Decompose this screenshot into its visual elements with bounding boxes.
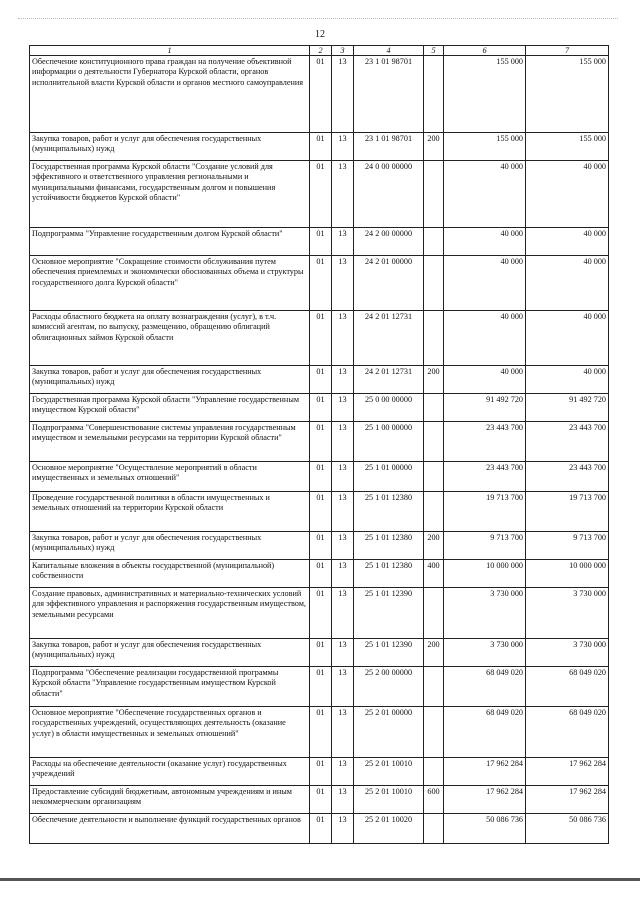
row-target-article-cell: 25 1 01 12380 bbox=[354, 532, 424, 560]
row-amount-2020-cell: 17 962 284 bbox=[526, 786, 609, 814]
row-section-cell: 01 bbox=[310, 394, 332, 422]
row-subsection-cell: 13 bbox=[332, 758, 354, 786]
table-row bbox=[30, 228, 609, 256]
row-amount-2020-cell: 40 000 bbox=[526, 161, 609, 228]
row-amount-2020-cell: 50 086 736 bbox=[526, 814, 609, 844]
row-expense-type-cell: 200 bbox=[424, 366, 444, 394]
row-name-cell: Обеспечение конституционного права граждан на получение объективной информации о деятельности Губернатора Курской области, органов исполнительной власти Курской области и органов местного самоуправления bbox=[30, 56, 310, 133]
row-subsection-cell: 13 bbox=[332, 311, 354, 366]
row-name-cell: Закупка товаров, работ и услуг для обеспечения государственных (муниципальных) нужд bbox=[30, 639, 310, 667]
row-name-cell: Основное мероприятие "Сокращение стоимости обслуживания путем обеспечения приемлемых и экономически обоснованных объема и структуры государственного долга Курской области" bbox=[30, 256, 310, 311]
row-amount-2020-cell: 17 962 284 bbox=[526, 758, 609, 786]
row-section-cell: 01 bbox=[310, 161, 332, 228]
row-name-cell: Государственная программа Курской области "Управление государственным имуществом Курской области" bbox=[30, 394, 310, 422]
row-amount-2019-cell: 23 443 700 bbox=[444, 462, 526, 492]
row-expense-type-cell bbox=[424, 228, 444, 256]
row-amount-2020-cell: 91 492 720 bbox=[526, 394, 609, 422]
table-row bbox=[30, 394, 609, 422]
table-row bbox=[30, 758, 609, 786]
row-expense-type-cell bbox=[424, 492, 444, 532]
row-amount-2020-cell: 3 730 000 bbox=[526, 639, 609, 667]
row-amount-2019-cell: 40 000 bbox=[444, 366, 526, 394]
row-section-cell: 01 bbox=[310, 786, 332, 814]
row-section-cell: 01 bbox=[310, 366, 332, 394]
row-name-cell: Создание правовых, административных и материально-технических условий для эффективного управления и распоряжения государственным имуществом, земельными ресурсами bbox=[30, 588, 310, 639]
column-header: 3 bbox=[332, 46, 354, 56]
row-target-article-cell: 24 2 00 00000 bbox=[354, 228, 424, 256]
table-row bbox=[30, 133, 609, 161]
table-row bbox=[30, 560, 609, 588]
row-section-cell: 01 bbox=[310, 133, 332, 161]
row-subsection-cell: 13 bbox=[332, 707, 354, 758]
row-subsection-cell: 13 bbox=[332, 492, 354, 532]
row-target-article-cell: 25 1 01 00000 bbox=[354, 462, 424, 492]
row-name-cell: Обеспечение деятельности и выполнение функций государственных органов bbox=[30, 814, 310, 844]
row-amount-2019-cell: 40 000 bbox=[444, 256, 526, 311]
row-amount-2019-cell: 155 000 bbox=[444, 133, 526, 161]
row-expense-type-cell bbox=[424, 758, 444, 786]
row-section-cell: 01 bbox=[310, 707, 332, 758]
column-header: 7 bbox=[526, 46, 609, 56]
row-amount-2020-cell: 19 713 700 bbox=[526, 492, 609, 532]
row-subsection-cell: 13 bbox=[332, 256, 354, 311]
row-target-article-cell: 25 0 00 00000 bbox=[354, 394, 424, 422]
row-amount-2019-cell: 68 049 020 bbox=[444, 667, 526, 707]
row-amount-2019-cell: 17 962 284 bbox=[444, 786, 526, 814]
row-expense-type-cell: 600 bbox=[424, 786, 444, 814]
row-amount-2020-cell: 68 049 020 bbox=[526, 707, 609, 758]
row-name-cell: Закупка товаров, работ и услуг для обеспечения государственных (муниципальных) нужд bbox=[30, 133, 310, 161]
page-number: 12 bbox=[315, 29, 325, 40]
row-target-article-cell: 25 1 01 12380 bbox=[354, 560, 424, 588]
table-row bbox=[30, 462, 609, 492]
row-target-article-cell: 25 2 01 10010 bbox=[354, 758, 424, 786]
column-header: 2 bbox=[310, 46, 332, 56]
table-row bbox=[30, 161, 609, 228]
row-section-cell: 01 bbox=[310, 56, 332, 133]
row-subsection-cell: 13 bbox=[332, 366, 354, 394]
row-name-cell: Подпрограмма "Обеспечение реализации государственной программы Курской области "Управление государственным имуществом Курской области" bbox=[30, 667, 310, 707]
row-section-cell: 01 bbox=[310, 758, 332, 786]
row-section-cell: 01 bbox=[310, 422, 332, 462]
row-subsection-cell: 13 bbox=[332, 462, 354, 492]
table-row bbox=[30, 707, 609, 758]
row-expense-type-cell bbox=[424, 707, 444, 758]
row-section-cell: 01 bbox=[310, 311, 332, 366]
row-section-cell: 01 bbox=[310, 639, 332, 667]
row-subsection-cell: 13 bbox=[332, 394, 354, 422]
row-name-cell: Расходы на обеспечение деятельности (оказание услуг) государственных учреждений bbox=[30, 758, 310, 786]
table-row bbox=[30, 588, 609, 639]
row-subsection-cell: 13 bbox=[332, 228, 354, 256]
row-section-cell: 01 bbox=[310, 560, 332, 588]
row-target-article-cell: 25 2 01 10010 bbox=[354, 786, 424, 814]
column-header: 4 bbox=[354, 46, 424, 56]
row-name-cell: Подпрограмма "Управление государственным долгом Курской области" bbox=[30, 228, 310, 256]
row-amount-2019-cell: 19 713 700 bbox=[444, 492, 526, 532]
table-row bbox=[30, 366, 609, 394]
row-amount-2019-cell: 68 049 020 bbox=[444, 707, 526, 758]
row-section-cell: 01 bbox=[310, 462, 332, 492]
row-target-article-cell: 25 2 00 00000 bbox=[354, 667, 424, 707]
table-row bbox=[30, 532, 609, 560]
row-amount-2020-cell: 9 713 700 bbox=[526, 532, 609, 560]
column-header: 6 bbox=[444, 46, 526, 56]
column-header: 1 bbox=[30, 46, 310, 56]
row-amount-2020-cell: 40 000 bbox=[526, 228, 609, 256]
row-amount-2020-cell: 40 000 bbox=[526, 311, 609, 366]
table-row bbox=[30, 256, 609, 311]
row-subsection-cell: 13 bbox=[332, 814, 354, 844]
row-target-article-cell: 24 2 01 12731 bbox=[354, 311, 424, 366]
row-subsection-cell: 13 bbox=[332, 786, 354, 814]
row-section-cell: 01 bbox=[310, 532, 332, 560]
row-amount-2020-cell: 40 000 bbox=[526, 366, 609, 394]
row-expense-type-cell bbox=[424, 422, 444, 462]
row-expense-type-cell bbox=[424, 256, 444, 311]
table-header-row bbox=[30, 46, 609, 56]
row-amount-2020-cell: 23 443 700 bbox=[526, 422, 609, 462]
row-amount-2019-cell: 9 713 700 bbox=[444, 532, 526, 560]
row-amount-2020-cell: 155 000 bbox=[526, 133, 609, 161]
row-amount-2019-cell: 40 000 bbox=[444, 228, 526, 256]
row-subsection-cell: 13 bbox=[332, 588, 354, 639]
row-expense-type-cell bbox=[424, 814, 444, 844]
scan-artifact-bottom bbox=[0, 878, 640, 881]
row-amount-2020-cell: 68 049 020 bbox=[526, 667, 609, 707]
row-amount-2019-cell: 40 000 bbox=[444, 311, 526, 366]
row-name-cell: Расходы областного бюджета на оплату вознаграждения (услуг), в т.ч. комиссий агентам, по выпуску, размещению, обращению облигаций облигационных займов Курской области bbox=[30, 311, 310, 366]
row-expense-type-cell bbox=[424, 462, 444, 492]
row-section-cell: 01 bbox=[310, 256, 332, 311]
column-header: 5 bbox=[424, 46, 444, 56]
row-amount-2020-cell: 10 000 000 bbox=[526, 560, 609, 588]
table-row bbox=[30, 667, 609, 707]
row-section-cell: 01 bbox=[310, 228, 332, 256]
row-name-cell: Государственная программа Курской области "Создание условий для эффективного и ответственного управления региональными и муниципальными финансами, государственным долгом и повышения устойчивости бюджетов Курской области" bbox=[30, 161, 310, 228]
row-amount-2020-cell: 3 730 000 bbox=[526, 588, 609, 639]
row-target-article-cell: 23 1 01 98701 bbox=[354, 56, 424, 133]
row-subsection-cell: 13 bbox=[332, 133, 354, 161]
row-name-cell: Предоставление субсидий бюджетным, автономным учреждениям и иным некоммерческим организациям bbox=[30, 786, 310, 814]
row-subsection-cell: 13 bbox=[332, 560, 354, 588]
row-subsection-cell: 13 bbox=[332, 422, 354, 462]
row-section-cell: 01 bbox=[310, 588, 332, 639]
table-row bbox=[30, 56, 609, 133]
row-section-cell: 01 bbox=[310, 492, 332, 532]
row-expense-type-cell bbox=[424, 56, 444, 133]
row-amount-2019-cell: 50 086 736 bbox=[444, 814, 526, 844]
row-expense-type-cell: 200 bbox=[424, 639, 444, 667]
row-expense-type-cell: 200 bbox=[424, 532, 444, 560]
row-subsection-cell: 13 bbox=[332, 161, 354, 228]
row-amount-2019-cell: 10 000 000 bbox=[444, 560, 526, 588]
table-row bbox=[30, 422, 609, 462]
row-expense-type-cell bbox=[424, 311, 444, 366]
row-amount-2019-cell: 3 730 000 bbox=[444, 639, 526, 667]
row-section-cell: 01 bbox=[310, 667, 332, 707]
row-amount-2019-cell: 91 492 720 bbox=[444, 394, 526, 422]
row-name-cell: Подпрограмма "Совершенствование системы управления государственным имуществом и земельными ресурсами на территории Курской области" bbox=[30, 422, 310, 462]
row-subsection-cell: 13 bbox=[332, 532, 354, 560]
row-subsection-cell: 13 bbox=[332, 667, 354, 707]
row-target-article-cell: 25 2 01 00000 bbox=[354, 707, 424, 758]
row-name-cell: Основное мероприятие "Осуществление мероприятий в области имущественных и земельных отношений" bbox=[30, 462, 310, 492]
row-amount-2020-cell: 40 000 bbox=[526, 256, 609, 311]
row-amount-2019-cell: 40 000 bbox=[444, 161, 526, 228]
row-target-article-cell: 25 1 01 12380 bbox=[354, 492, 424, 532]
table-row bbox=[30, 814, 609, 844]
table-row bbox=[30, 492, 609, 532]
row-target-article-cell: 25 1 00 00000 bbox=[354, 422, 424, 462]
row-subsection-cell: 13 bbox=[332, 639, 354, 667]
budget-table bbox=[29, 45, 609, 844]
row-name-cell: Капитальные вложения в объекты государственной (муниципальной) собственности bbox=[30, 560, 310, 588]
row-expense-type-cell: 400 bbox=[424, 560, 444, 588]
row-amount-2020-cell: 155 000 bbox=[526, 56, 609, 133]
row-name-cell: Основное мероприятие "Обеспечение государственных органов и государственных учреждений, осуществляющих деятельность (оказание услуг) в области имущественных и земельных отношений" bbox=[30, 707, 310, 758]
row-amount-2019-cell: 3 730 000 bbox=[444, 588, 526, 639]
row-target-article-cell: 24 2 01 00000 bbox=[354, 256, 424, 311]
row-target-article-cell: 23 1 01 98701 bbox=[354, 133, 424, 161]
row-target-article-cell: 25 1 01 12390 bbox=[354, 588, 424, 639]
row-amount-2020-cell: 23 443 700 bbox=[526, 462, 609, 492]
table-row bbox=[30, 786, 609, 814]
row-target-article-cell: 25 1 01 12390 bbox=[354, 639, 424, 667]
row-expense-type-cell bbox=[424, 588, 444, 639]
row-target-article-cell: 24 0 00 00000 bbox=[354, 161, 424, 228]
table-row bbox=[30, 311, 609, 366]
row-name-cell: Закупка товаров, работ и услуг для обеспечения государственных (муниципальных) нужд bbox=[30, 532, 310, 560]
row-target-article-cell: 25 2 01 10020 bbox=[354, 814, 424, 844]
table-row bbox=[30, 639, 609, 667]
row-amount-2019-cell: 23 443 700 bbox=[444, 422, 526, 462]
row-amount-2019-cell: 155 000 bbox=[444, 56, 526, 133]
row-target-article-cell: 24 2 01 12731 bbox=[354, 366, 424, 394]
row-expense-type-cell bbox=[424, 394, 444, 422]
row-expense-type-cell bbox=[424, 667, 444, 707]
row-expense-type-cell bbox=[424, 161, 444, 228]
row-name-cell: Закупка товаров, работ и услуг для обеспечения государственных (муниципальных) нужд bbox=[30, 366, 310, 394]
row-amount-2019-cell: 17 962 284 bbox=[444, 758, 526, 786]
row-section-cell: 01 bbox=[310, 814, 332, 844]
row-expense-type-cell: 200 bbox=[424, 133, 444, 161]
row-name-cell: Проведение государственной политики в области имущественных и земельных отношений на территории Курской области bbox=[30, 492, 310, 532]
row-subsection-cell: 13 bbox=[332, 56, 354, 133]
scan-artifact-top bbox=[18, 18, 618, 23]
